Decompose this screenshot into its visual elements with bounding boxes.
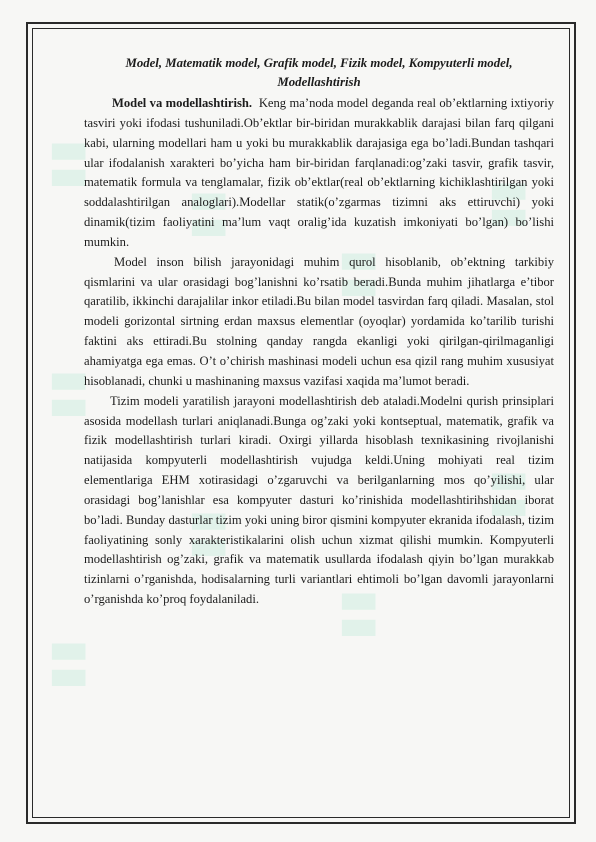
watermark-logo-7: ▮▮ (330, 587, 381, 640)
watermark-logo-1: ▮▮ (40, 137, 91, 190)
watermark-logo-4: ▮▮ (180, 187, 231, 240)
paragraph-3 (84, 392, 554, 610)
watermark-logo-2: ▮▮ (40, 367, 91, 420)
watermark-logo-9: ▮▮ (480, 467, 531, 520)
paragraph-text: Model inson bilish jarayonidagi muhim qurol hisoblanib, ob’ektning tarkibiy qismlarini va ular orasidagi bog’lanishni ko’rsatib beradi.Bunda muhim jihatlarga e’tibor qaratilib, ikkinchi darajalilar inkor etiladi.Bu bilan model tasvirdan farq qiladi. Masalan, stol modeli gorizontal sirtning erdan maxsus elementlar (oyoqlar) yordamida ko’tarilib turishi faktini aks ettiradi.Bu stolning qanday rangda ekanligi yoki qirilgan-qirilmaganligi ahamiyatga ega emas. O’t o’chirish mashinasi modeli uchun esa qizil rang muhim xususiyat hisoblanadi, chunki u mashinaning maxsus vazifasi xaqida ma’lumot beradi. (84, 254, 554, 388)
paragraph-text: Keng ma’noda model deganda real ob’ektlarning ixtiyoriy tasviri yoki ifodasi tushuniladi.Ob’ektlar bir-biridan murakkablik darajasi bilan farq qilgani kabi, ularning modellari ham u yoki bu murakkablik darajasiga ega bo’ladi.Bundan tashqari ular ifodalanish xarakteri bo’yicha ham bir-biridan farqlanadi:og’zaki tasvir, grafik tasvir, matematik formula va tenglamalar, fizik ob’ektlar(real ob’ektlarning kichiklashtirilgan yoki soddalashtirilgan analoglari).Modellar statik(o’zgarmas tizimni aks ettiruvchi) yoki dinamik(tizim faoliyatini ma’lum vaqt oralig’ida kuzatish imkoniyati bo’lgan) bo’lishi mumkin. (84, 96, 554, 249)
paragraph-2 (84, 253, 554, 392)
title-line-2: Modellashtirish (277, 75, 361, 89)
watermark-logo-5: ▮▮ (180, 507, 231, 560)
watermark-logo-3: ▮▮ (40, 637, 91, 690)
paragraph-lead: Model va modellashtirish. (112, 96, 253, 110)
title-line-1: Model, Matematik model, Grafik model, Fizik model, Kompyuterli model, (125, 56, 513, 70)
watermark-logo-8: ▮▮ (480, 177, 531, 230)
paragraph-1 (84, 94, 554, 253)
document-title (84, 54, 554, 92)
paragraph-text: Tizim modeli yaratilish jarayoni modellashtirish deb ataladi.Modelni qurish prinsiplari asosida modellash turlari aniqlanadi.Bunga og’zaki yoki kontseptual, matematik, grafik va fizik modellashtirish turlari kiradi. Oxirgi yillarda hisoblash texnikasining rivojlanishi natijasida kompyuterli modellashtirish vujudga keldi.Uning mohiyati real tizim elementlariga EHM xotirasidagi o’zgaruvchi va berilganlarning mos qo’yilishi, ular orasidagi bog’lanishlar esa kompyuter dasturi ko’rinishida modellashtirihshidan iborat bo’ladi. Bunday dasturlar tizim yoki uning biror qismini kompyuter ekranida ifodalash, tizim faoliyatining sonly xarakteristikalarini olish uchun xizmat qilishi mumkin. Kompyuterli modellashtirish og’zaki, grafik va matematik usullarda ifodalash qiyin bo’lgan murakkab tizinlarni o’rganishda, hodisalarning turli variantlari ehtimoli bo’lgan davomli jarayonlarni o’rganishda ko’proq foydalaniladi. (84, 393, 554, 607)
watermark-logo-6: ▮▮ (330, 247, 381, 300)
document-body (84, 54, 554, 610)
